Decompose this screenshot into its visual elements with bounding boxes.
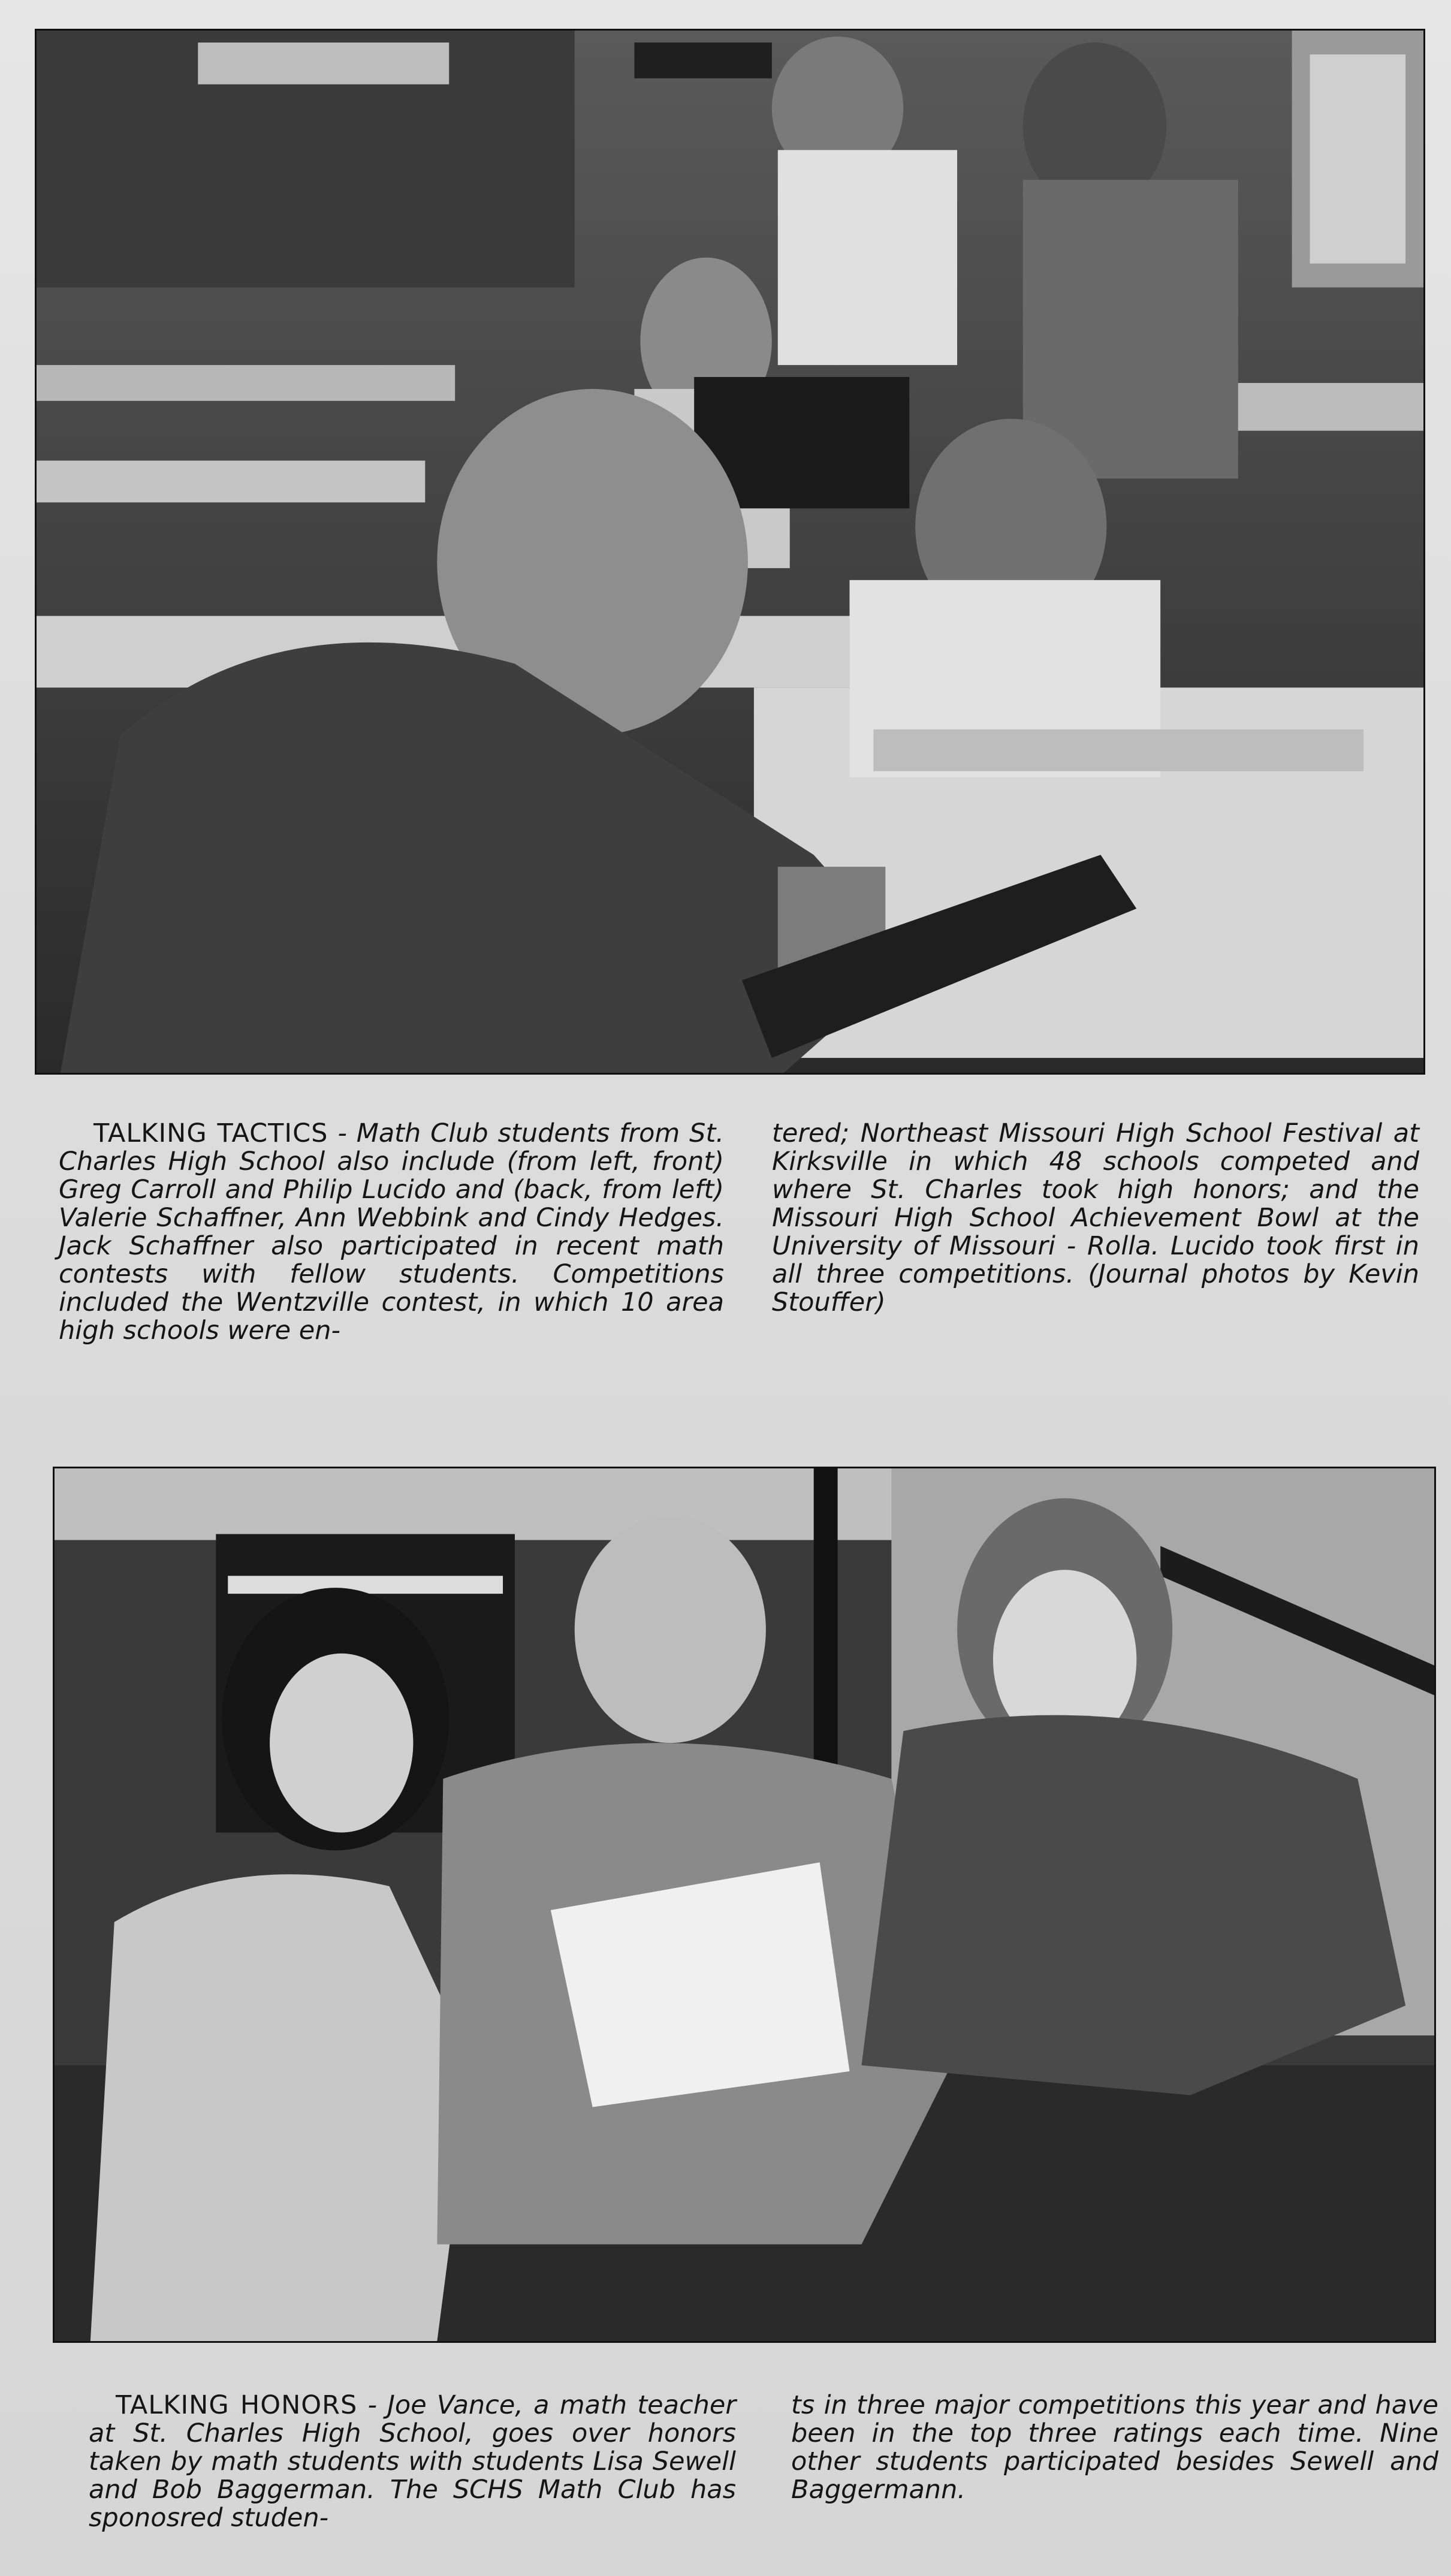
- teacher-students-photo: [53, 1467, 1436, 2343]
- bottom-caption-left-text: - Joe Vance, a math teacher at St. Charles High School, goes over honors taken by math students with students Lisa Sewell and Bob Baggerman. The SCHS Math Club has sponosred studen-: [89, 2390, 737, 2533]
- top-caption-heading: TALKING TACTICS: [93, 1118, 328, 1148]
- top-caption-left-text: - Math Club students from St. Charles High School also include (from left, front) Greg Carroll and Philip Lucido and (back, from left) Valerie Schaffner, Ann Webbink and Cindy Hedges. Jack Schaffner also participated in recent math contests with fellow students. Competitions included the Wentzville contest, in which 10 area high schools were en-: [59, 1118, 724, 1346]
- bottom-caption-heading: TALKING HONORS: [116, 2390, 358, 2420]
- top-caption-right-column: tered; Northeast Missouri High School Festival at Kirksville in which 48 schools competed and where St. Charles took high honors; and the Missouri High School Achievement Bowl at the University of Missouri - Rolla. Lucido took first in all three competitions. (Journal photos by Kevin Stouffer): [772, 1118, 1419, 1317]
- classroom-photo-icon: [37, 31, 1423, 1073]
- teacher-students-photo-icon: [55, 1468, 1434, 2341]
- top-caption-left-column: [59, 1120, 724, 1345]
- bottom-caption-left-column: [89, 2391, 736, 2532]
- bottom-caption-right-column: ts in three major competitions this year and have been in the top three ratings each time. Nine other students participated besides Sewell and Baggermann.: [791, 2390, 1438, 2505]
- classroom-photo: [35, 29, 1425, 1075]
